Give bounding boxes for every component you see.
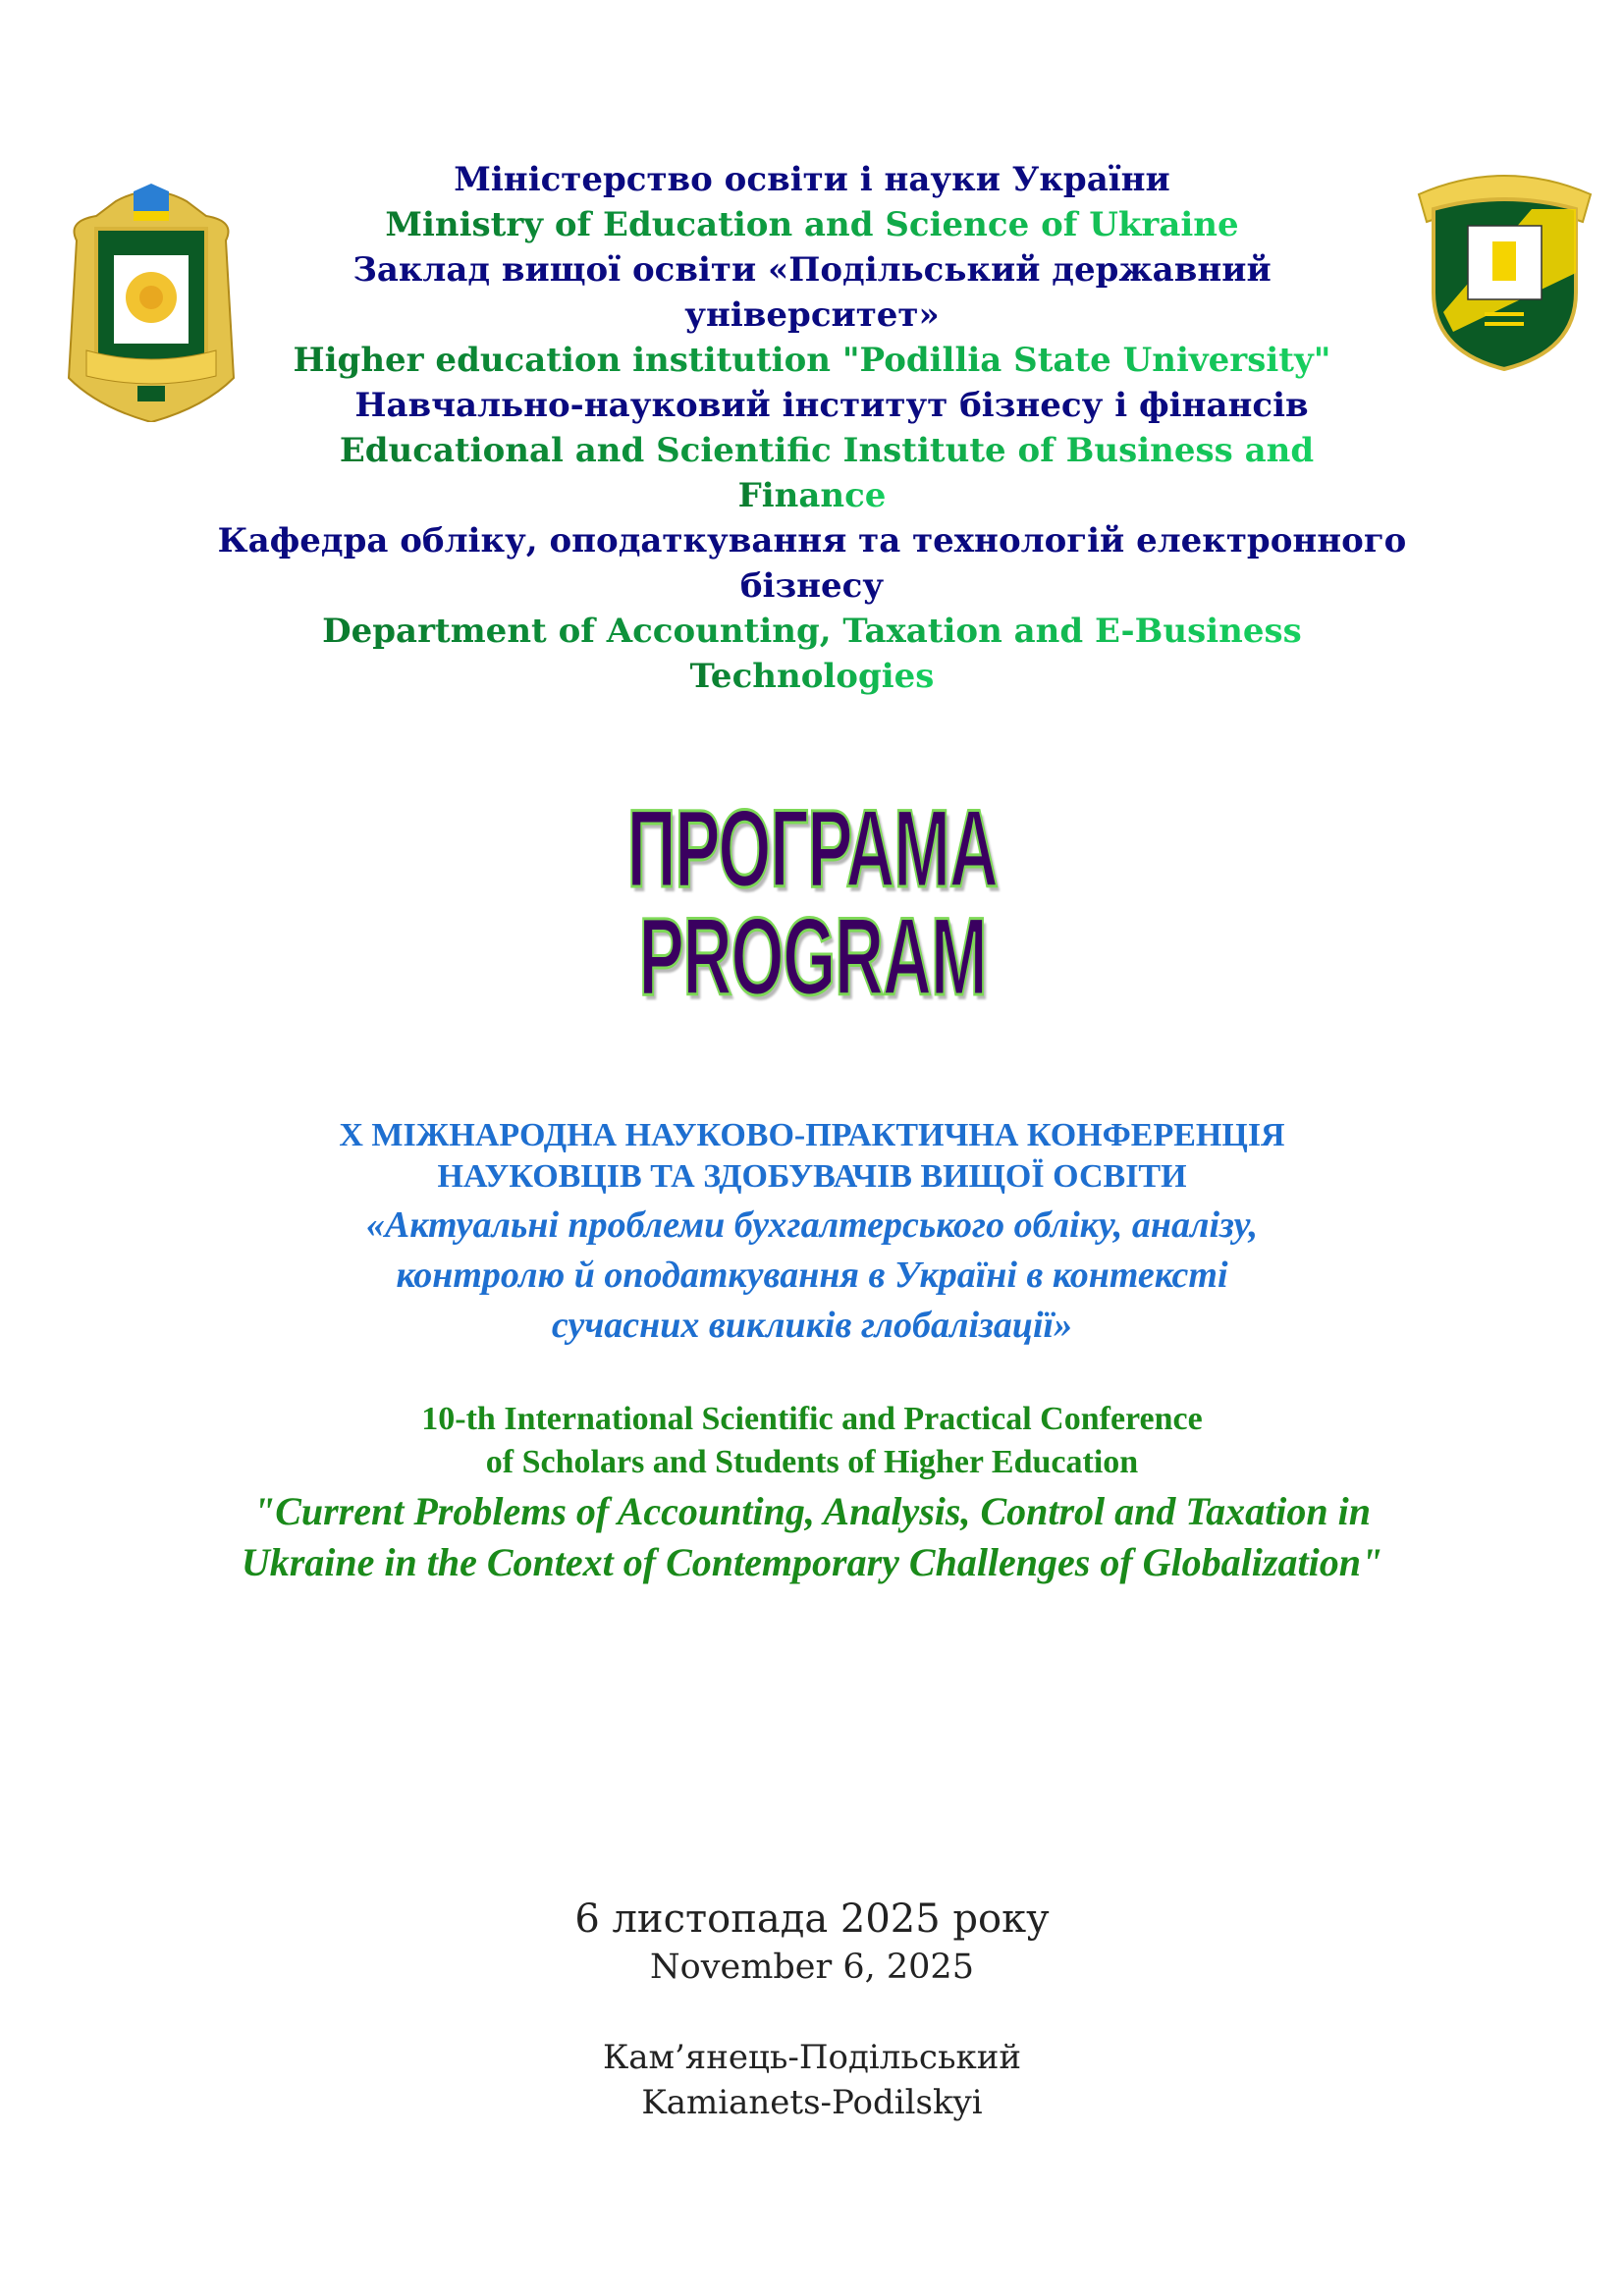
institute-en-1-text: Educational and Scientific Institute of Business and xyxy=(339,431,1315,470)
department-en-2-text: Technologies xyxy=(689,657,935,696)
institute-en-1 xyxy=(0,428,1624,473)
city-uk: Кам’янець-Подільський xyxy=(602,2038,1022,2077)
institute-uk: Навчально-науковий інститут бізнесу і фінансів xyxy=(354,386,1309,425)
conference-en-topic2: Ukraine in the Context of Contemporary Challenges of Globalization" xyxy=(241,1540,1383,1584)
conference-uk-line2: НАУКОВЦІВ ТА ЗДОБУВАЧІВ ВИЩОЇ ОСВІТИ xyxy=(437,1158,1187,1195)
institute-en-2-text: Finance xyxy=(737,476,887,515)
city-en: Kamianets-Podilskyi xyxy=(641,2083,983,2122)
conference-en-line1: 10-th International Scientific and Practical Conference xyxy=(421,1401,1203,1437)
ministry-en-text: Ministry of Education and Science of Ukraine xyxy=(385,205,1239,244)
department-uk-2: бізнесу xyxy=(739,566,885,606)
department-en-2 xyxy=(0,654,1624,699)
conference-uk-topic3: сучасних викликів глобалізації» xyxy=(551,1305,1073,1346)
date-uk: 6 листопада 2025 року xyxy=(574,1896,1050,1942)
department-en-1-text: Department of Accounting, Taxation and E-Business xyxy=(322,612,1302,651)
university-en xyxy=(0,338,1624,383)
ministry-uk: Міністерство освіти і науки України xyxy=(454,160,1170,199)
ministry-en xyxy=(0,202,1624,247)
conference-en-line2: of Scholars and Students of Higher Education xyxy=(485,1444,1139,1480)
institute-en-2 xyxy=(0,473,1624,518)
title-en-text: PROGRAM xyxy=(638,895,986,1018)
university-uk-2: університет» xyxy=(684,295,940,335)
conference-uk-line1: X МІЖНАРОДНА НАУКОВО-ПРАКТИЧНА КОНФЕРЕНЦІЯ xyxy=(339,1117,1285,1153)
title-en xyxy=(0,895,1624,1018)
department-en-1 xyxy=(0,609,1624,654)
date-en: November 6, 2025 xyxy=(650,1948,974,1987)
conference-uk-topic2: контролю й оподаткування в Україні в контексті xyxy=(396,1255,1228,1296)
conference-uk-topic1: «Актуальні проблеми бухгалтерського обліку, аналізу, xyxy=(365,1204,1259,1246)
title-uk xyxy=(0,787,1624,910)
university-uk-1: Заклад вищої освіти «Подільський державний xyxy=(352,250,1272,290)
conference-en-topic1: "Current Problems of Accounting, Analysis, Control and Taxation in xyxy=(252,1489,1372,1533)
department-uk-1: Кафедра обліку, оподаткування та технологій електронного xyxy=(217,521,1407,561)
title-uk-text: ПРОГРАМА xyxy=(626,787,998,910)
university-en-text: Higher education institution "Podillia State University" xyxy=(293,341,1331,380)
